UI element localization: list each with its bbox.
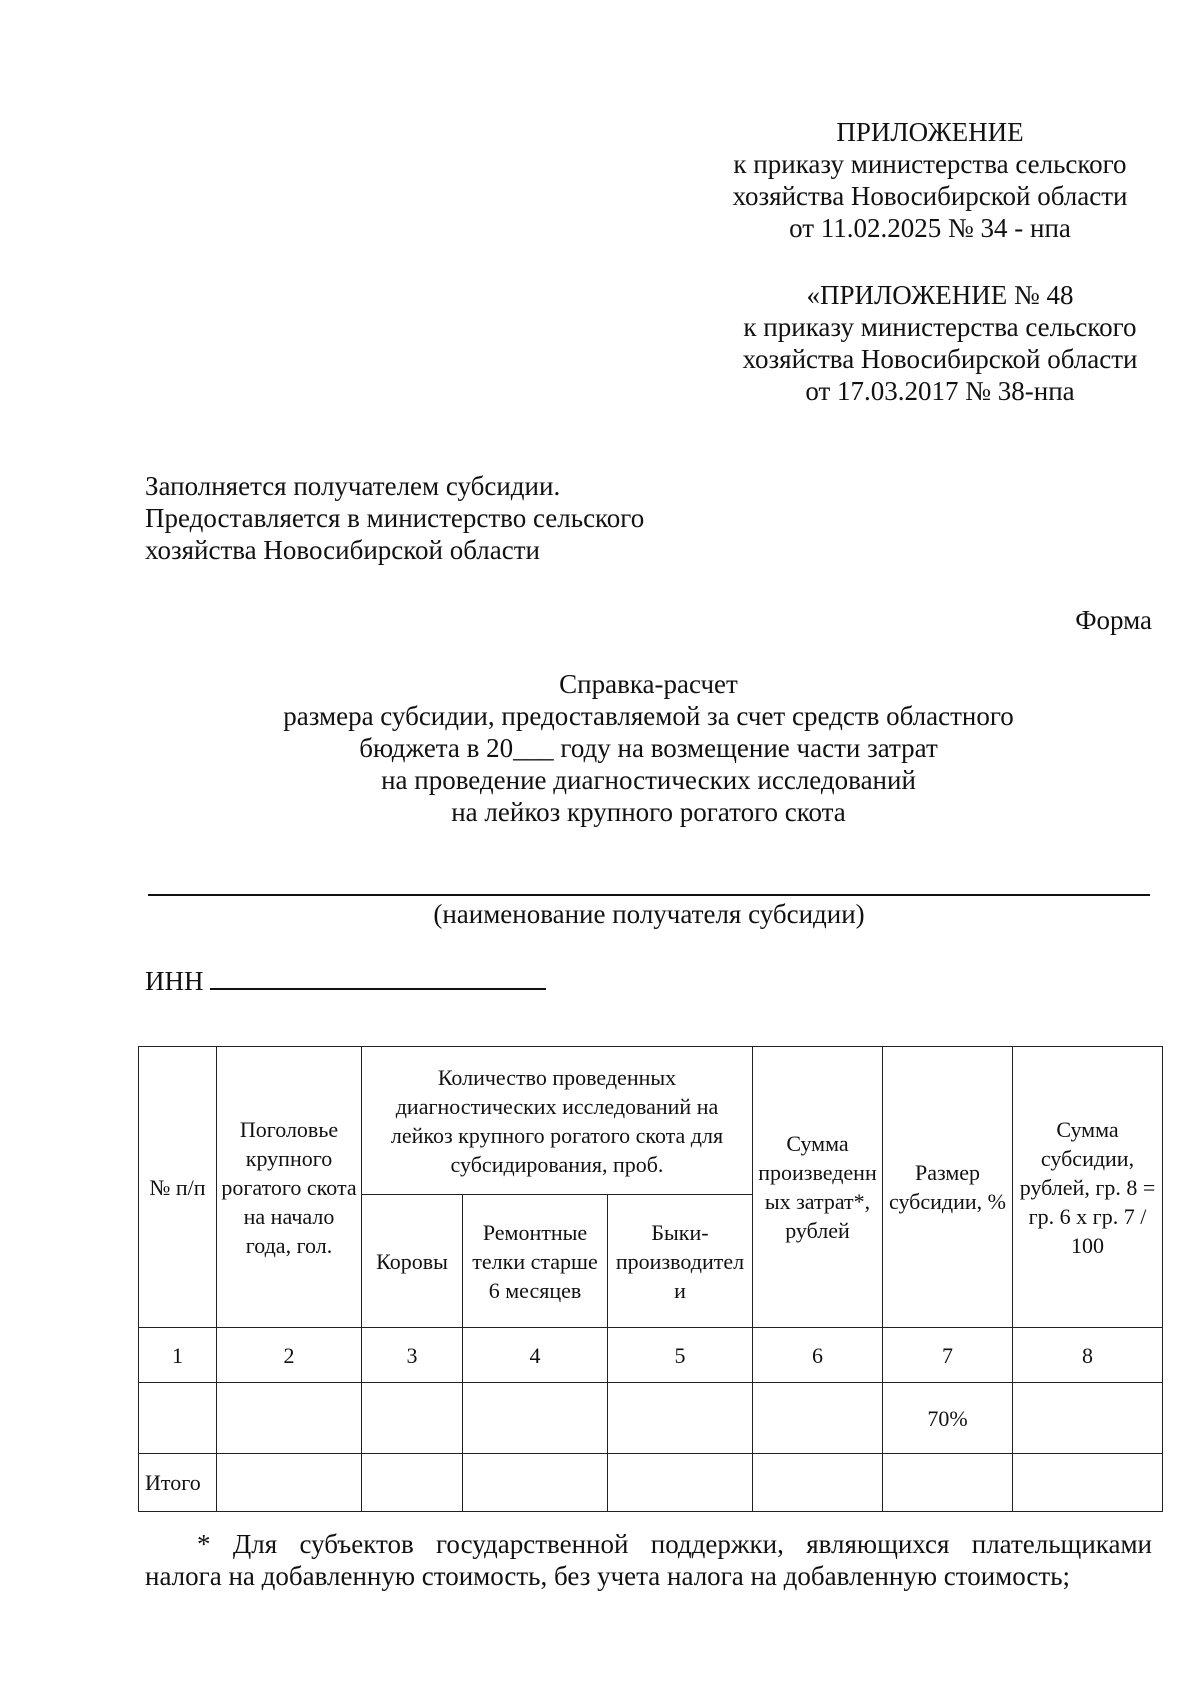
column-number: 2 xyxy=(217,1328,362,1383)
data-cell-costs[interactable] xyxy=(753,1383,883,1454)
column-number: 6 xyxy=(753,1328,883,1383)
column-number: 3 xyxy=(362,1328,463,1383)
total-cell-rate[interactable] xyxy=(883,1454,1013,1512)
data-cell-heifers[interactable] xyxy=(463,1383,608,1454)
data-cell-rate: 70% xyxy=(883,1383,1013,1454)
recipient-name-field[interactable] xyxy=(148,894,1150,896)
fill-instructions-line: Предоставляется в министерство сельского xyxy=(145,503,645,533)
column-number: 7 xyxy=(883,1328,1013,1383)
header-cows: Коровы xyxy=(362,1195,463,1328)
total-cell-heifers[interactable] xyxy=(463,1454,608,1512)
header-heifers: Ремонтные телки старше 6 месяцев xyxy=(463,1195,608,1328)
title-line: размера субсидии, предоставляемой за счет средств областного xyxy=(283,701,1014,731)
data-cell-bulls[interactable] xyxy=(608,1383,753,1454)
title-line: на лейкоз крупного рогатого скота xyxy=(451,797,846,827)
header-tests-group: Количество проведенных диагностических исследований на лейкоз крупного рогатого скота для субсидирования, проб. xyxy=(362,1047,753,1195)
appendix-header xyxy=(680,116,1180,244)
appendix-48-date-line: от 17.03.2017 № 38-нпа xyxy=(805,376,1075,406)
inn-label: ИНН xyxy=(145,966,204,996)
data-cell-cows[interactable] xyxy=(362,1383,463,1454)
header-bulls: Быки-производители xyxy=(608,1195,753,1328)
appendix-48-ministry-line: хозяйства Новосибирской области xyxy=(742,344,1138,374)
fill-instructions-line: хозяйства Новосибирской области xyxy=(145,535,540,565)
data-row xyxy=(139,1383,1163,1454)
calculation-table xyxy=(138,1046,1163,1512)
appendix-title: ПРИЛОЖЕНИЕ xyxy=(836,117,1024,147)
appendix-date-line: от 11.02.2025 № 34 - нпа xyxy=(789,213,1071,243)
total-cell-costs[interactable] xyxy=(753,1454,883,1512)
inn-row xyxy=(145,962,546,997)
total-label: Итого xyxy=(139,1454,217,1512)
form-label: Форма xyxy=(1075,605,1152,635)
column-number: 8 xyxy=(1013,1328,1163,1383)
header-herd: Поголовье крупного рогатого скота на начало года, гол. xyxy=(217,1047,362,1328)
appendix-ministry-line: хозяйства Новосибирской области xyxy=(732,181,1128,211)
appendix-48-title: «ПРИЛОЖЕНИЕ № 48 xyxy=(806,280,1074,310)
column-number: 4 xyxy=(463,1328,608,1383)
appendix-48-header xyxy=(680,279,1200,407)
header-costs: Сумма произведенных затрат*, рублей xyxy=(753,1047,883,1328)
total-cell-bulls[interactable] xyxy=(608,1454,753,1512)
column-number: 1 xyxy=(139,1328,217,1383)
total-row xyxy=(139,1454,1163,1512)
total-cell-cows[interactable] xyxy=(362,1454,463,1512)
footnote-line: налога на добавленную стоимость, без учета налога на добавленную стоимость; xyxy=(145,1561,1071,1591)
title-line: бюджета в 20___ году на возмещение части затрат xyxy=(359,733,938,763)
total-cell-subsidy[interactable] xyxy=(1013,1454,1163,1512)
total-cell-herd[interactable] xyxy=(217,1454,362,1512)
data-cell-num[interactable] xyxy=(139,1383,217,1454)
title-line: на проведение диагностических исследований xyxy=(381,765,916,795)
fill-instructions xyxy=(145,470,845,566)
data-cell-subsidy[interactable] xyxy=(1013,1383,1163,1454)
title-line: Справка-расчет xyxy=(559,669,738,699)
footnote-line: * Для субъектов государственной поддержки, являющихся плательщиками xyxy=(197,1529,1152,1559)
header-num: № п/п xyxy=(139,1047,217,1328)
appendix-48-order-line: к приказу министерства сельского xyxy=(743,312,1137,342)
column-numbers-row xyxy=(139,1328,1163,1383)
column-number: 5 xyxy=(608,1328,753,1383)
vat-footnote xyxy=(145,1528,1152,1592)
data-cell-herd[interactable] xyxy=(217,1383,362,1454)
recipient-name-caption: (наименование получателя субсидии) xyxy=(433,899,865,929)
appendix-order-line: к приказу министерства сельского xyxy=(733,149,1127,179)
inn-field[interactable] xyxy=(210,962,546,990)
document-title xyxy=(145,668,1152,828)
fill-instructions-line: Заполняется получателем субсидии. xyxy=(145,471,561,501)
header-subsidy: Сумма субсидии, рублей, гр. 8 = гр. 6 х гр. 7 / 100 xyxy=(1013,1047,1163,1328)
header-rate: Размер субсидии, % xyxy=(883,1047,1013,1328)
